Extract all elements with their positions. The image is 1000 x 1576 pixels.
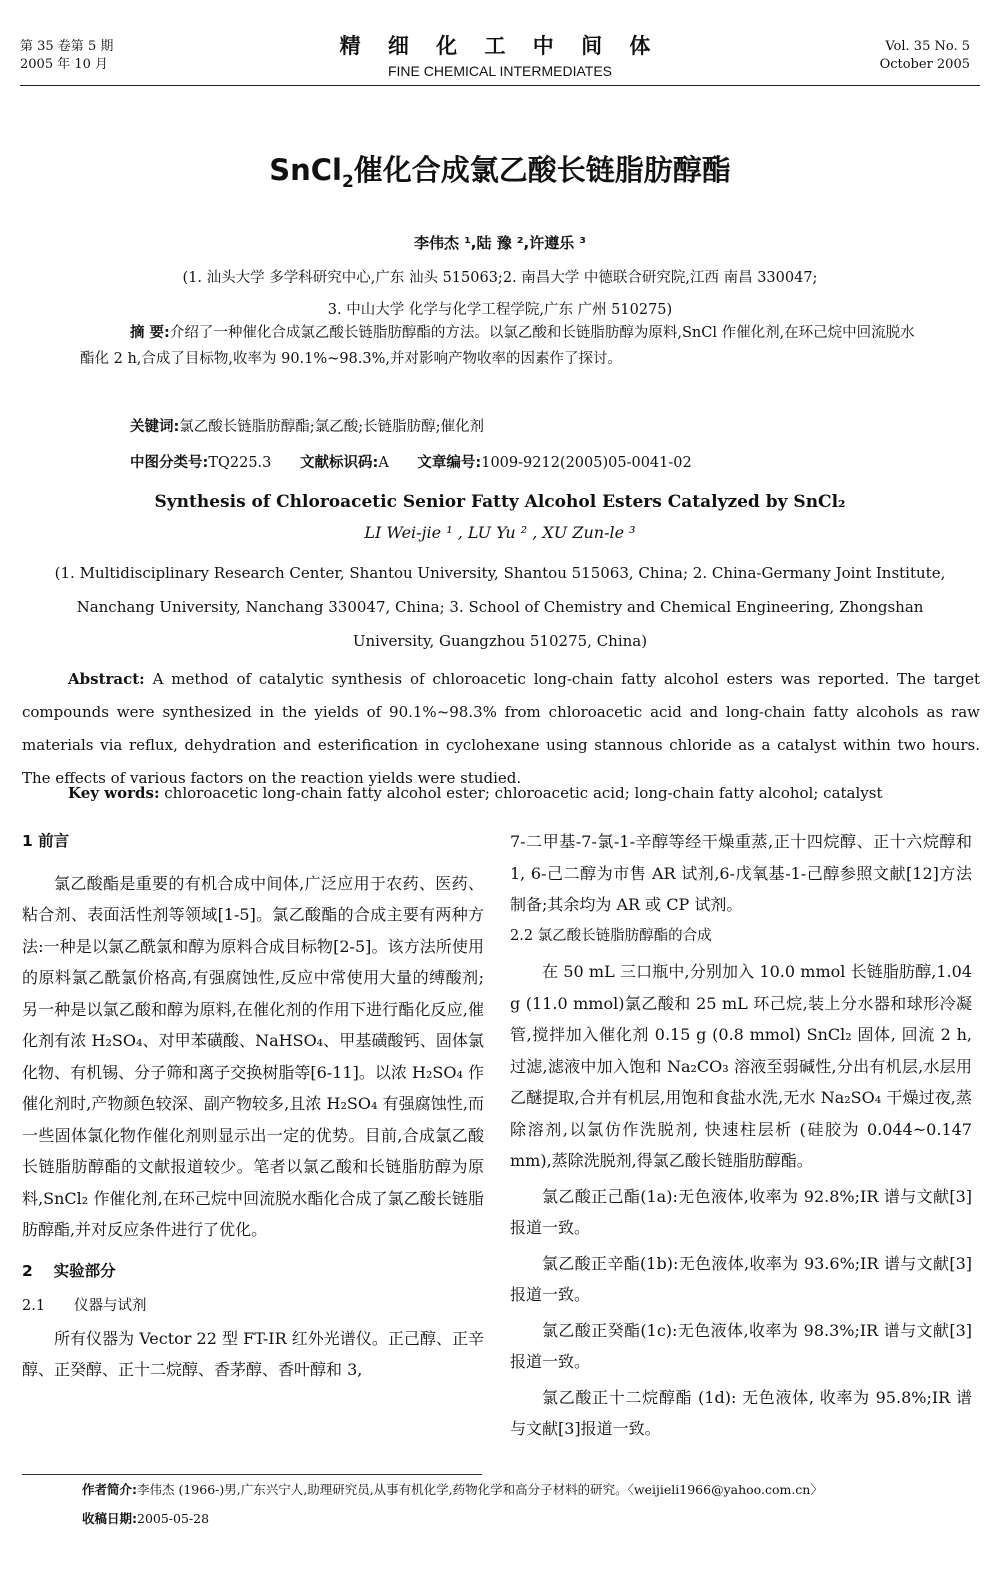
section-1-text: 氯乙酸酯是重要的有机合成中间体,广泛应用于农药、医药、粘合剂、表面活性剂等领域[1-5]。氯乙酸酯的合成主要有两种方法:一种是以氯乙酰氯和醇为原料合成目标物[2-5]。该方法所使用的原料氯乙酰氯价格高,有强腐蚀性,反应中常使用大量的缚酸剂;另一种是以氯乙酸和醇为原料,在催化剂的作用下进行酯化反应,催化剂有浓 H₂SO₄、对甲苯磺酸、NaHSO₄、甲基磺酸钙、固体氯化物、有机锡、分子筛和离子交换树脂等[6-11]。以浓 H₂SO₄ 作催化剂时,产物颜色较深、副产物较多,且浓 H₂SO₄ 有强腐蚀性,而一些固体氯化物作催化剂则显示出一定的优势。目前,合成氯乙酸长链脂肪醇酯的文献报道较少。笔者以氯乙酸和长链脂肪醇为原料,SnCl₂ 作催化剂,在环己烷中回流脱水酯化合成了氯乙酸长链脂肪醇酯,并对反应条件进行了优化。	[22, 873, 484, 1239]
keywords-en-text: chloroacetic long-chain fatty alcohol ester; chloroacetic acid; long-chain fatty alcohol; catalyst	[159, 784, 883, 802]
article-no-value: 1009-9212(2005)05-0041-02	[481, 455, 692, 471]
issue-date-en: October 2005	[879, 57, 970, 72]
doc-code-value: A	[378, 455, 389, 471]
section-2-1-text: 所有仪器为 Vector 22 型 FT-IR 红外光谱仪。正己醇、正辛醇、正癸醇、正十二烷醇、香茅醇、香叶醇和 3,	[22, 1328, 484, 1379]
title-formula-sub: 2	[341, 171, 354, 192]
issue-date: 2005 年 10 月	[20, 57, 109, 72]
classification-line	[130, 450, 692, 476]
footnote-author-text: 李伟杰 (1966-)男,广东兴宁人,助理研究员,从事有机化学,药物化学和高分子材料的研究。〈weijieli1966@yahoo.com.cn〉	[137, 1482, 823, 1497]
keywords-en-label: Key words:	[68, 784, 160, 802]
journal-title-en: FINE CHEMICAL INTERMEDIATES	[387, 63, 613, 79]
footnote-author-label: 作者简介:	[82, 1482, 137, 1497]
title-en: Synthesis of Chloroacetic Senior Fatty Alcohol Esters Catalyzed by SnCl₂	[154, 492, 846, 512]
journal-title-cn: 精 细 化 工 中 间 体	[339, 34, 661, 58]
clc-value: TQ225.3	[208, 455, 272, 471]
authors-en: LI Wei-jie ¹ , LU Yu ² , XU Zun-le ³	[364, 523, 636, 542]
section-2-heading: 2 实验部分	[22, 1261, 116, 1280]
section-2-2-heading: 2.2 氯乙酸长链脂肪醇酯的合成	[510, 927, 712, 944]
footnote-date-label: 收稿日期:	[82, 1511, 137, 1526]
section-2-2-text: 在 50 mL 三口瓶中,分别加入 10.0 mmol 长链脂肪醇,1.04 g (11.0 mmol)氯乙酸和 25 mL 环己烷,装上分水器和球形冷凝管,搅拌加入催化剂 0.15 g (0.8 mmol) SnCl₂ 固体, 回流 2 h,过滤,滤液中加入饱和 Na₂CO₃ 溶液至弱碱性,分出有机层,水层用乙醚提取,合并有机层,用饱和食盐水洗,无水 Na₂SO₄ 干燥过夜,蒸除溶剂,以氯仿作洗脱剂, 快速柱层析 (硅胶为 0.044~0.147 mm),蒸除洗脱剂,得氯乙酸长链脂肪醇酯。	[510, 962, 972, 1170]
affiliation-cn-line2: 3. 中山大学 化学与化学工程学院,广东 广州 510275)	[327, 302, 673, 318]
footnote-date-text: 2005-05-28	[137, 1511, 210, 1526]
issue-volume: 第 35 卷第 5 期	[20, 39, 114, 54]
left-column	[22, 826, 484, 1386]
keywords-cn-text: 氯乙酸长链脂肪醇酯;氯乙酸;长链脂肪醇;催化剂	[179, 419, 484, 435]
compound-1c: 氯乙酸正癸酯(1c):无色液体,收率为 98.3%;IR 谱与文献[3]报道一致。	[510, 1320, 972, 1371]
section-2-1-continued: 7-二甲基-7-氯-1-辛醇等经干燥重蒸,正十四烷醇、正十六烷醇和 1, 6-己二醇为市售 AR 试剂,6-戊氧基-1-己醇参照文献[12]方法制备;其余均为 AR 或 CP 试剂。	[510, 832, 972, 914]
compound-1b: 氯乙酸正辛酯(1b):无色液体,收率为 93.6%;IR 谱与文献[3]报道一致。	[510, 1253, 972, 1304]
keywords-en	[68, 784, 883, 802]
section-1-heading: 1 前言	[22, 832, 70, 850]
journal-title	[0, 30, 1000, 79]
authors-cn: 李伟杰 ¹,陆 豫 ²,许遵乐 ³	[414, 234, 586, 252]
compound-1d: 氯乙酸正十二烷醇酯 (1d): 无色液体, 收率为 95.8%;IR 谱与文献[3]报道一致。	[510, 1387, 972, 1438]
footnote-date	[82, 1509, 209, 1527]
compound-1a: 氯乙酸正己酯(1a):无色液体,收率为 92.8%;IR 谱与文献[3]报道一致。	[510, 1186, 972, 1237]
affiliation-en: (1. Multidisciplinary Research Center, Shantou University, Shantou 515063, China; 2. China-Germany Joint Institute, Nanchang University, Nanchang 330047, China; 3. School of Chemistry and Chemical Engineering, Zhongshan University, Guangzhou 510275, China)	[54, 564, 946, 650]
abstract-en	[22, 663, 980, 795]
keywords-cn-label: 关键词:	[130, 419, 180, 435]
doc-code-label: 文献标识码:	[300, 455, 379, 471]
abstract-en-label: Abstract:	[68, 670, 145, 688]
abstract-cn-label: 摘 要:	[130, 325, 170, 341]
clc-label: 中图分类号:	[130, 455, 209, 471]
issue-info-en	[880, 38, 970, 74]
abstract-en-text: A method of catalytic synthesis of chloroacetic long-chain fatty alcohol esters was reported. The target compounds were synthesized in the yields of 90.1%~98.3% from chloroacetic acid and long-chain fatty alcohols as raw materials via reflux, dehydration and esterification in cyclohexane using stannous chloride as a catalyst within two hours. The effects of various factors on the reaction yields were studied.	[22, 670, 980, 787]
affiliation-cn-line1: (1. 汕头大学 多学科研究中心,广东 汕头 515063;2. 南昌大学 中德联合研究院,江西 南昌 330047;	[182, 270, 818, 286]
abstract-cn-text: 介绍了一种催化合成氯乙酸长链脂肪醇酯的方法。以氯乙酸和长链脂肪醇为原料,SnCl 作催化剂,在环己烷中回流脱水酯化 2 h,合成了目标物,收率为 90.1%~98.3%,并对影响产物收率的因素作了探讨。	[80, 325, 915, 367]
header-divider	[20, 85, 980, 86]
footnote-divider	[22, 1474, 482, 1475]
paper-title	[0, 148, 1000, 192]
abstract-cn	[80, 320, 915, 372]
title-formula: SnCl	[269, 153, 342, 187]
title-text: 催化合成氯乙酸长链脂肪醇酯	[353, 153, 731, 187]
right-column	[510, 826, 972, 1445]
article-no-label: 文章编号:	[417, 455, 482, 471]
section-2-1-heading: 2.1 仪器与试剂	[22, 1298, 147, 1314]
footnote-author	[82, 1480, 962, 1498]
keywords-cn	[130, 414, 484, 440]
issue-volume-en: Vol. 35 No. 5	[885, 39, 970, 54]
